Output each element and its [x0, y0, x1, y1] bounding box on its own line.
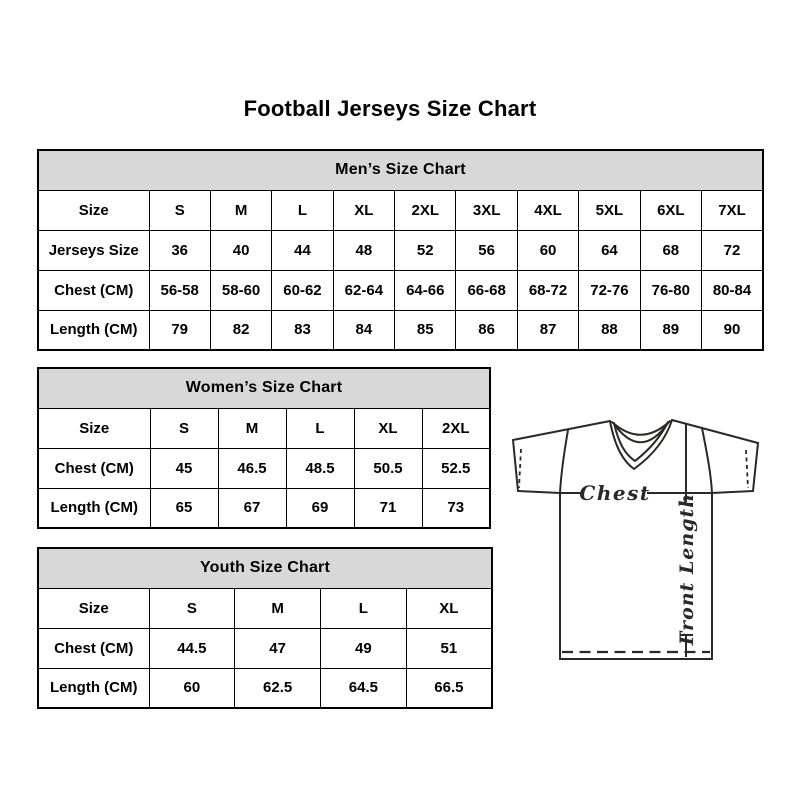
- left-sleeve-stitch-dash: [519, 449, 521, 488]
- table-cell: 40: [210, 230, 271, 270]
- front-length-measure-label: Front Length: [676, 492, 698, 646]
- mens-size-table: [37, 149, 764, 351]
- table-cell: 76-80: [640, 270, 701, 310]
- table-cell: 48: [333, 230, 394, 270]
- table-cell: 73: [422, 488, 490, 528]
- row-label: Chest (CM): [38, 448, 150, 488]
- left-shoulder-line: [513, 421, 610, 440]
- table-cell: 87: [517, 310, 578, 350]
- table-cell: 52.5: [422, 448, 490, 488]
- table-cell: S: [150, 408, 218, 448]
- row-label: Chest (CM): [38, 270, 149, 310]
- table-row: [38, 310, 763, 350]
- table-cell: 72: [702, 230, 763, 270]
- left-sleeve-hem: [518, 491, 560, 493]
- table-cell: 82: [210, 310, 271, 350]
- table-cell: 2XL: [422, 408, 490, 448]
- table-cell: 44.5: [149, 628, 235, 668]
- stitch-dashes: [519, 449, 748, 652]
- table-cell: 46.5: [218, 448, 286, 488]
- table-cell: 89: [640, 310, 701, 350]
- table-cell: 64: [579, 230, 640, 270]
- table-cell: XL: [354, 408, 422, 448]
- table-title-row: [38, 548, 492, 588]
- table-row: [38, 588, 492, 628]
- row-label: Length (CM): [38, 488, 150, 528]
- vneck-collar: [610, 420, 672, 469]
- table-cell: 66-68: [456, 270, 517, 310]
- table-cell: 83: [272, 310, 333, 350]
- table-cell: 7XL: [702, 190, 763, 230]
- table-row: [38, 448, 490, 488]
- table-row: [38, 488, 490, 528]
- table-cell: 45: [150, 448, 218, 488]
- row-label: Length (CM): [38, 310, 149, 350]
- table-cell: 72-76: [579, 270, 640, 310]
- table-cell: 90: [702, 310, 763, 350]
- table-cell: 65: [150, 488, 218, 528]
- table-cell: S: [149, 190, 210, 230]
- table-cell: M: [210, 190, 271, 230]
- left-armhole-curve: [560, 430, 568, 493]
- row-label: Chest (CM): [38, 628, 149, 668]
- table-cell: XL: [406, 588, 492, 628]
- right-shoulder-line: [672, 420, 758, 443]
- table-cell: 62-64: [333, 270, 394, 310]
- table-cell: 56: [456, 230, 517, 270]
- left-sleeve-outer: [513, 440, 518, 491]
- right-sleeve-hem: [712, 491, 753, 493]
- chest-measure-label: Chest: [579, 481, 651, 505]
- right-sleeve-outer: [753, 443, 758, 491]
- table-cell: 48.5: [286, 448, 354, 488]
- table-cell: 2XL: [395, 190, 456, 230]
- table-cell: 44: [272, 230, 333, 270]
- right-sleeve-stitch-dash: [746, 450, 748, 488]
- row-label: Size: [38, 588, 149, 628]
- table-row: [38, 270, 763, 310]
- table-row: [38, 408, 490, 448]
- table-cell: M: [235, 588, 321, 628]
- table-cell: 86: [456, 310, 517, 350]
- table-title: Men’s Size Chart: [38, 150, 763, 190]
- table-cell: 36: [149, 230, 210, 270]
- collar-band-arc: [614, 423, 668, 442]
- table-cell: L: [321, 588, 407, 628]
- table-cell: 71: [354, 488, 422, 528]
- womens-size-table: [37, 367, 491, 529]
- table-cell: 85: [395, 310, 456, 350]
- table-row: [38, 190, 763, 230]
- row-label: Size: [38, 190, 149, 230]
- table-cell: 69: [286, 488, 354, 528]
- youth-size-table: [37, 547, 493, 709]
- jersey-outline: [513, 420, 758, 659]
- table-cell: 84: [333, 310, 394, 350]
- table-cell: 52: [395, 230, 456, 270]
- table-cell: 50.5: [354, 448, 422, 488]
- right-armhole-curve: [702, 428, 712, 493]
- table-cell: 62.5: [235, 668, 321, 708]
- table-cell: L: [272, 190, 333, 230]
- table-title-row: [38, 150, 763, 190]
- page-title: Football Jerseys Size Chart: [243, 96, 537, 121]
- table-cell: 4XL: [517, 190, 578, 230]
- table-cell: 3XL: [456, 190, 517, 230]
- table-cell: L: [286, 408, 354, 448]
- table-title-row: [38, 368, 490, 408]
- table-title: Women’s Size Chart: [38, 368, 490, 408]
- table-cell: 60: [149, 668, 235, 708]
- table-cell: 68-72: [517, 270, 578, 310]
- table-cell: 79: [149, 310, 210, 350]
- table-cell: 60: [517, 230, 578, 270]
- table-cell: 64-66: [395, 270, 456, 310]
- table-cell: 56-58: [149, 270, 210, 310]
- table-cell: 60-62: [272, 270, 333, 310]
- table-row: [38, 628, 492, 668]
- table-row: [38, 668, 492, 708]
- table-cell: 58-60: [210, 270, 271, 310]
- table-title: Youth Size Chart: [38, 548, 492, 588]
- table-cell: 6XL: [640, 190, 701, 230]
- table-cell: XL: [333, 190, 394, 230]
- table-cell: 80-84: [702, 270, 763, 310]
- table-cell: M: [218, 408, 286, 448]
- table-cell: 51: [406, 628, 492, 668]
- table-cell: 88: [579, 310, 640, 350]
- table-cell: 5XL: [579, 190, 640, 230]
- table-cell: 67: [218, 488, 286, 528]
- table-cell: 68: [640, 230, 701, 270]
- table-cell: 47: [235, 628, 321, 668]
- row-label: Length (CM): [38, 668, 149, 708]
- row-label: Jerseys Size: [38, 230, 149, 270]
- row-label: Size: [38, 408, 150, 448]
- table-cell: 66.5: [406, 668, 492, 708]
- jersey-measurement-diagram: [505, 398, 770, 683]
- table-row: [38, 230, 763, 270]
- table-cell: 49: [321, 628, 407, 668]
- table-cell: 64.5: [321, 668, 407, 708]
- table-cell: S: [149, 588, 235, 628]
